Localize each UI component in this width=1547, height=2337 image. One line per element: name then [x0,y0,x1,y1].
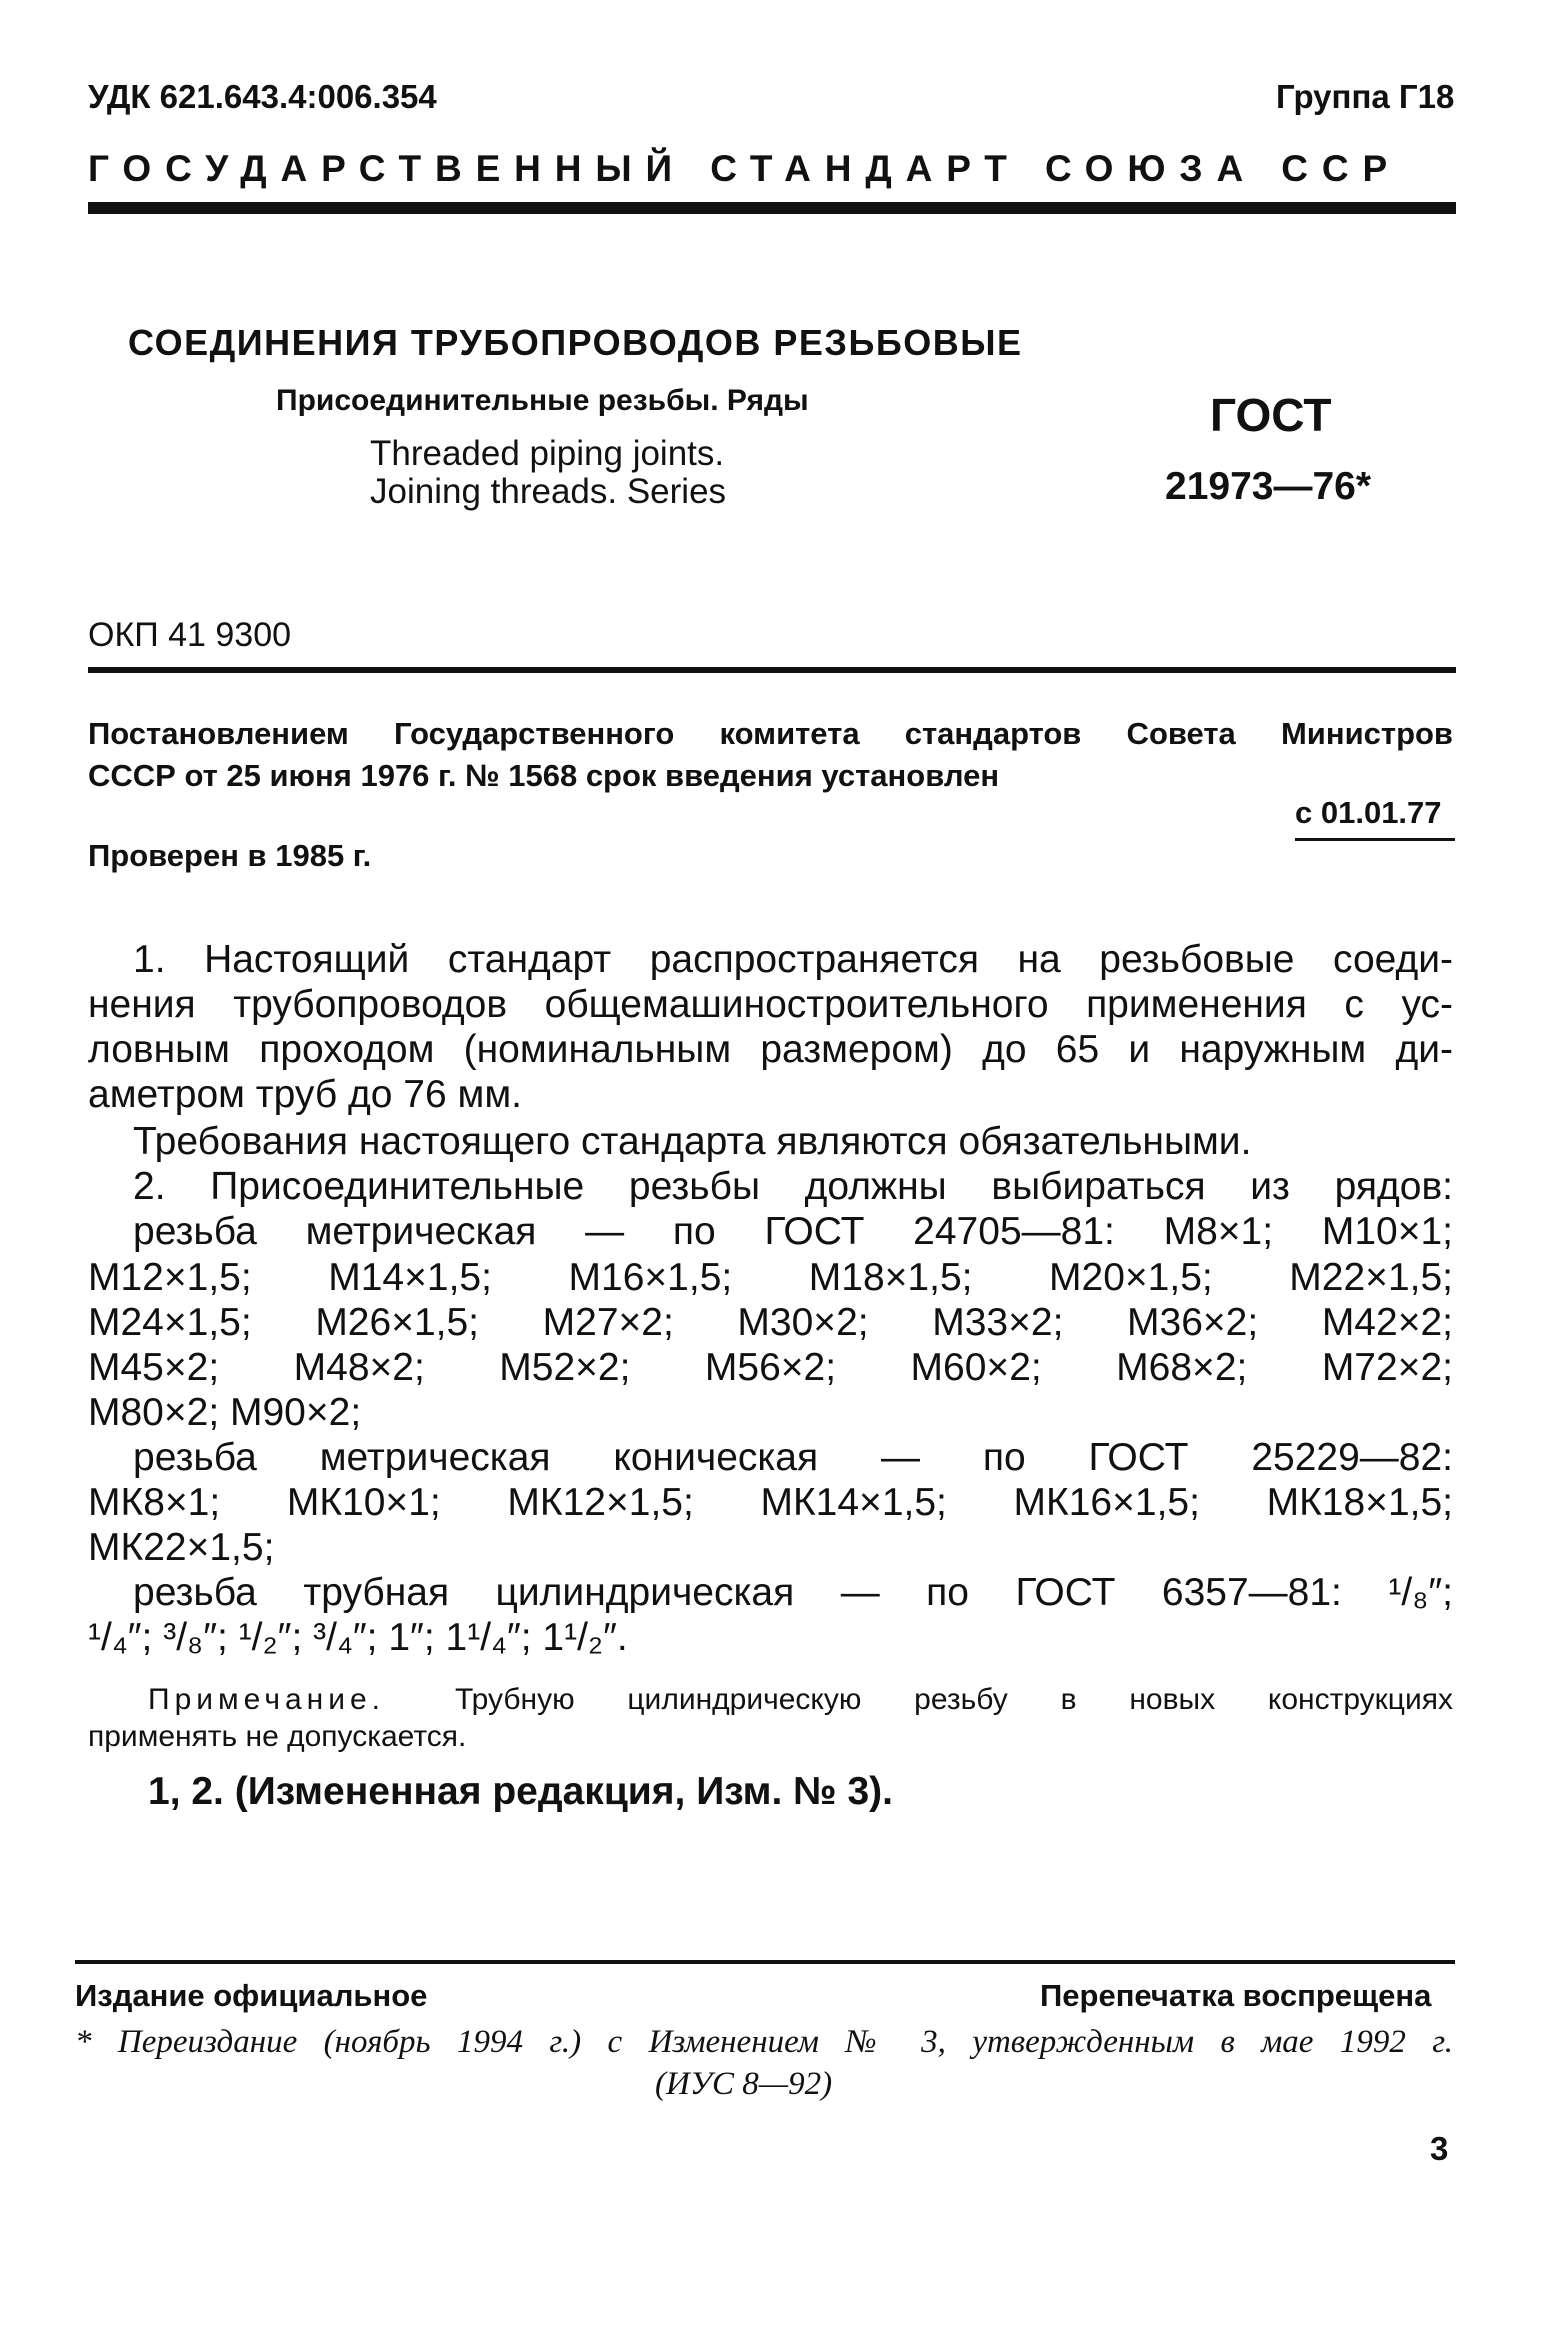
amendment-text: 1, 2. (Измененная редакция, Изм. № 3). [148,1770,893,1813]
p2-line-9: МК22×1,5; [88,1526,275,1569]
note-line-1: Трубную цилиндрическую резьбу в новых конструкциях [455,1683,1453,1716]
no-reprint-notice: Перепечатка воспрещена [1040,1978,1432,2013]
p1-line-3: ловным проходом (номинальным размером) до 65 и наружным ди- [88,1028,1453,1071]
note-line-2: применять не допускается. [88,1720,467,1753]
gost-label: ГОСТ [1210,389,1332,441]
checked-year: Проверен в 1985 г. [88,838,372,873]
reissue-line-1: * Переиздание (ноябрь 1994 г.) с Изменением № 3, утвержденным в мае 1992 г. [75,2024,1453,2060]
p2-line-3: М12×1,5; М14×1,5; М16×1,5; М18×1,5; М20×1,5; М22×1,5; [88,1256,1453,1299]
p1-line-2: нения трубопроводов общемашиностроительного применения с ус- [88,983,1453,1026]
okp-code: ОКП 41 9300 [88,616,292,654]
decree-date-underline [1295,838,1455,841]
header-thick-rule [88,202,1456,214]
p2-line-4: М24×1,5; М26×1,5; М27×2; М30×2; М33×2; М36×2; М42×2; [88,1301,1453,1344]
group-code: Группа Г18 [1276,78,1455,115]
decree-line-1: Постановлением Государственного комитета стандартов Совета Министров [88,716,1453,751]
p1-requirements: Требования настоящего стандарта являются обязательными. [133,1120,1252,1163]
p2-line-11: ¹/₄″; ³/₈″; ¹/₂″; ³/₄″; 1″; 1¹/₄″; 1¹/₂″. [88,1616,628,1659]
decree-line-2: СССР от 25 июня 1976 г. № 1568 срок введения установлен [88,758,1000,793]
amendment-note [148,1770,893,1814]
state-standard-heading: ГОСУДАРСТВЕННЫЙ СТАНДАРТ СОЮЗА ССР [88,148,1402,189]
english-title-line-1: Threaded piping joints. [370,434,725,473]
gost-number: 21973—76* [1165,465,1372,508]
okp-thick-rule [88,667,1456,673]
document-title: СОЕДИНЕНИЯ ТРУБОПРОВОДОВ РЕЗЬБОВЫЕ [128,322,1023,363]
p2-line-8: МК8×1; МК10×1; МК12×1,5; МК14×1,5; МК16×1,5; МК18×1,5; [88,1481,1453,1524]
p2-line-2: резьба метрическая — по ГОСТ 24705—81: М8×1; М10×1; [133,1210,1453,1253]
udk-code: УДК 621.643.4:006.354 [88,78,437,115]
footer-rule [75,1960,1455,1964]
english-title-line-2: Joining threads. Series [370,472,727,511]
document-subtitle: Присоединительные резьбы. Ряды [276,384,809,417]
p2-line-5: М45×2; М48×2; М52×2; М56×2; М60×2; М68×2; М72×2; [88,1346,1453,1389]
p1-line-1: 1. Настоящий стандарт распространяется на резьбовые соеди- [133,938,1453,981]
p2-line-7: резьба метрическая коническая — по ГОСТ 25229—82: [133,1436,1453,1479]
reissue-line-2: (ИУС 8—92) [655,2066,833,2102]
official-edition: Издание официальное [75,1978,428,2013]
page-number: 3 [1430,2130,1449,2167]
p2-line-10: резьба трубная цилиндрическая — по ГОСТ 6357—81: ¹/₈″; [133,1571,1453,1614]
p2-line-6: М80×2; М90×2; [88,1391,362,1434]
note-label: Примечание. [148,1683,385,1716]
p1-line-4: аметром труб до 76 мм. [88,1073,522,1116]
p2-line-1: 2. Присоединительные резьбы должны выбираться из рядов: [133,1165,1453,1208]
decree-date: с 01.01.77 [1295,795,1442,830]
